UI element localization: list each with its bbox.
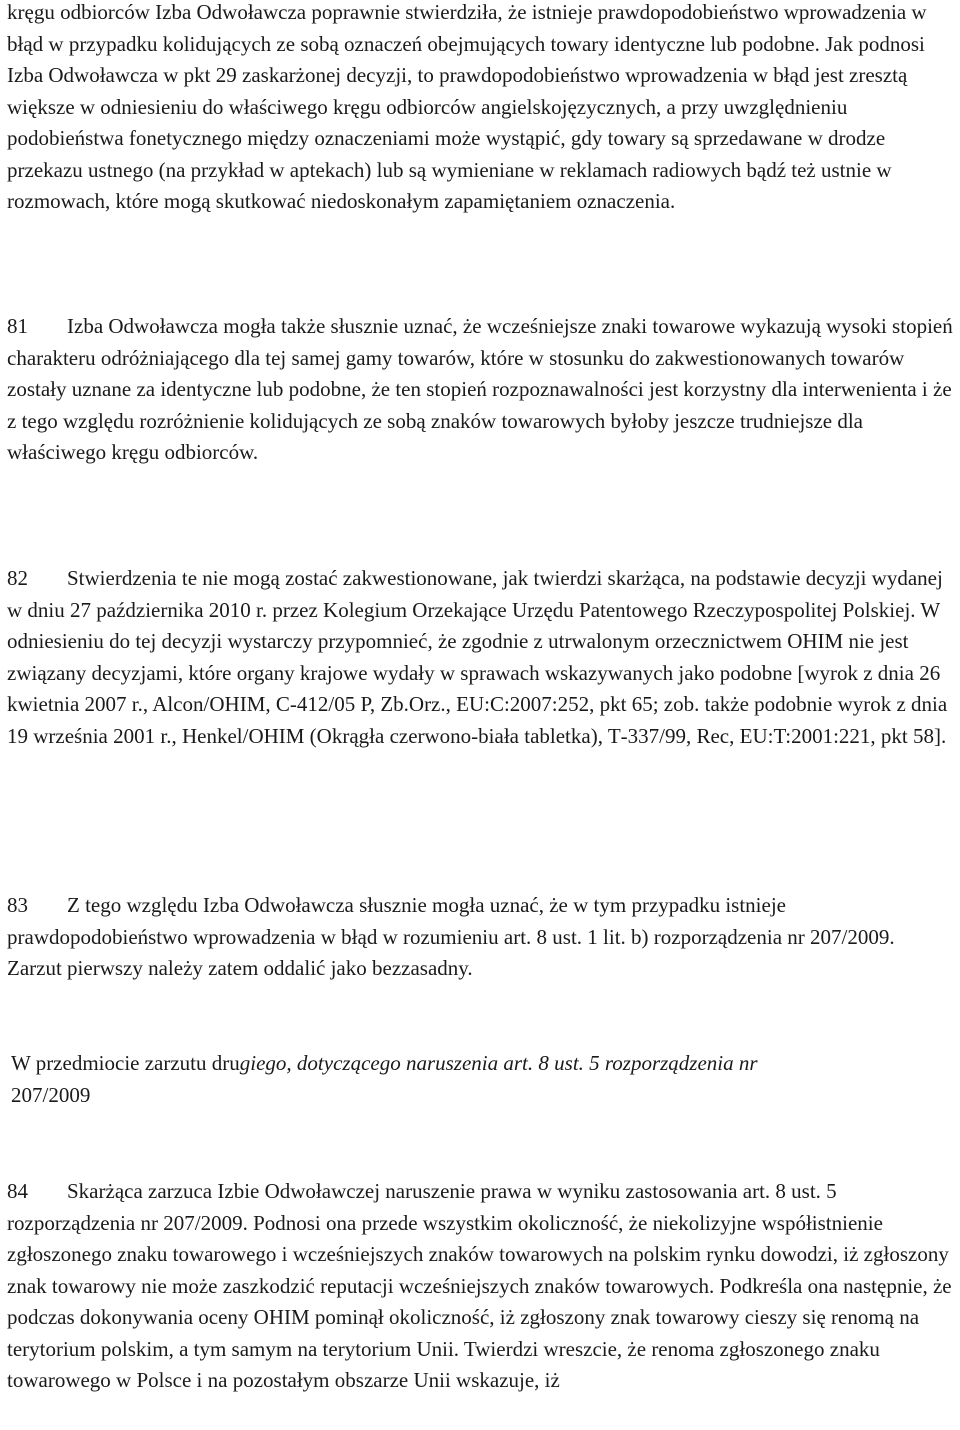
paragraph-text: Z tego względu Izba Odwoławcza słusznie mogła uznać, że w tym przypadku istnieje prawdopodobieństwo wprowadzenia w błąd w rozumieniu art. 8 ust. 1 lit. b) rozporządzenia nr 207/2009. Zarzut pierwszy należy zatem oddalić jako bezzasadny. xyxy=(7,893,895,980)
paragraph-text: Skarżąca zarzuca Izbie Odwoławczej naruszenie prawa w wyniku zastosowania art. 8 ust. 5 rozporządzenia nr 207/2009. Podnosi ona przede wszystkim okoliczność, że niekolizyjne współistnienie zgłoszonego znaku towarowego i wcześniejszych znaków towarowych na polskim rynku dowodzi, iż zgłoszony znak towarowy nie może zaszkodzić reputacji wcześniejszych znaków towarowych. Podkreśla ona następnie, że podczas dokonywania oceny OHIM pominął okoliczność, iż zgłoszony znak towarowy cieszy się renomą na terytorium polskim, a tym samym na terytorium Unii. Twierdzi wreszcie, że renoma zgłoszonego znaku towarowego w Polsce i na pozostałym obszarze Unii wskazuje, iż xyxy=(7,1179,952,1392)
paragraph-number: 81 xyxy=(7,314,28,338)
paragraph-continuation xyxy=(7,0,953,218)
paragraph-82 xyxy=(7,563,953,752)
paragraph-text: kręgu odbiorców Izba Odwoławcza poprawnie stwierdziła, że istnieje prawdopodobieństwo wprowadzenia w błąd w przypadku kolidujących ze sobą oznaczeń obejmujących towary identyczne lub podobne. Jak podnosi Izba Odwoławcza w pkt 29 zaskarżonej decyzji, to prawdopodobieństwo wprowadzenia w błąd jest zresztą większe w odniesieniu do właściwego kręgu odbiorców angielskojęzycznych, a przy uwzględnieniu podobieństwa fonetycznego między oznaczeniami może wystąpić, gdy towary są sprzedawane w drodze przekazu ustnego (na przykład w aptekach) lub są wymieniane w reklamach radiowych bądź też ustnie w rozmowach, które mogą skutkować niedoskonałym zapamiętaniem oznaczenia. xyxy=(7,0,927,213)
paragraph-number: 82 xyxy=(7,566,28,590)
section-heading xyxy=(11,1048,951,1111)
heading-italic-text: giego, dotyczącego naruszenia art. 8 ust. 5 rozporządzenia nr xyxy=(239,1051,758,1075)
paragraph-text: Stwierdzenia te nie mogą zostać zakwestionowane, jak twierdzi skarżąca, na podstawie decyzji wydanej w dniu 27 października 2010 r. przez Kolegium Orzekające Urzędu Patentowego Rzeczypospolitej Polskiej. W odniesieniu do tej decyzji wystarczy przypomnieć, że zgodnie z utrwalonym orzecznictwem OHIM nie jest związany decyzjami, które organy krajowe wydały w sprawach wskazywanych jako podobne [wyrok z dnia 26 kwietnia 2007 r., Alcon/OHIM, C‑412/05 P, Zb.Orz., EU:C:2007:252, pkt 65; zob. także podobnie wyrok z dnia 19 września 2001 r., Henkel/OHIM (Okrągła czerwono-biała tabletka), T‑337/99, Rec, EU:T:2001:221, pkt 58]. xyxy=(7,566,948,748)
paragraph-84 xyxy=(7,1176,953,1397)
heading-plain-text: W przedmiocie zarzutu dru xyxy=(11,1051,240,1075)
paragraph-81 xyxy=(7,311,953,469)
heading-tail-text: 207/2009 xyxy=(11,1082,91,1107)
paragraph-83 xyxy=(7,890,953,985)
paragraph-number: 84 xyxy=(7,1179,28,1203)
paragraph-number: 83 xyxy=(7,893,28,917)
paragraph-text: Izba Odwoławcza mogła także słusznie uznać, że wcześniejsze znaki towarowe wykazują wysoki stopień charakteru odróżniającego dla tej samej gamy towarów, które w stosunku do zakwestionowanych towarów zostały uznane za identyczne lub podobne, że ten stopień rozpoznawalności jest korzystny dla interwenienta i że z tego względu rozróżnienie kolidujących ze sobą znaków towarowych byłoby jeszcze trudniejsze dla właściwego kręgu odbiorców. xyxy=(7,314,953,464)
